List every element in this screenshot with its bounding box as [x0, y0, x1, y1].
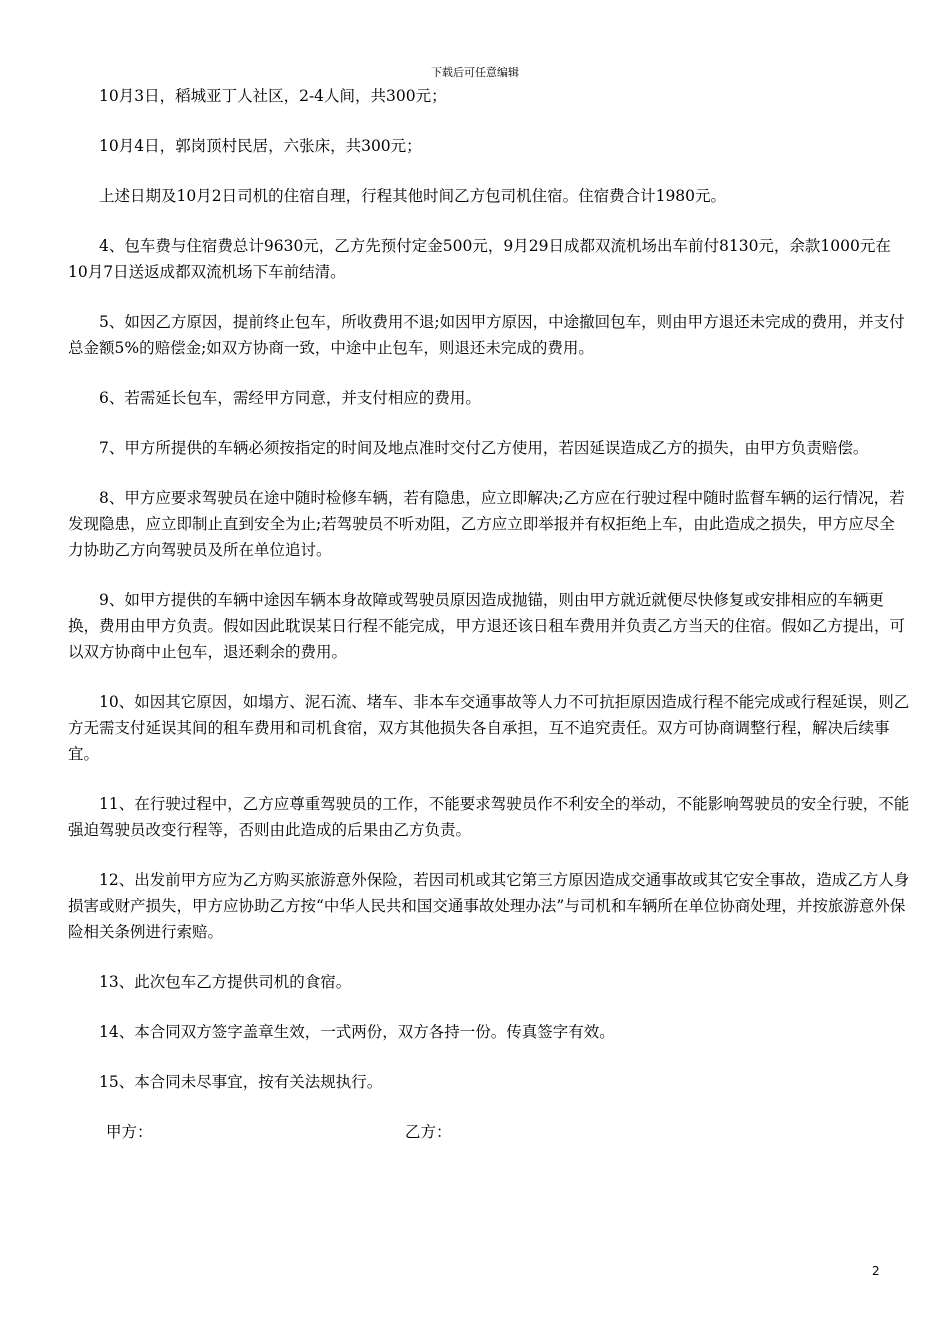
paragraph-lodging-summary: 上述日期及10月2日司机的住宿自理，行程其他时间乙方包司机住宿。住宿费合计1980元。 [99, 187, 727, 205]
clause-15-other-matters: 15、本合同未尽事宜，按有关法规执行。 [99, 1073, 383, 1091]
clause-9-breakdown: 9、如甲方提供的车辆中途因车辆本身故障或驾驶员原因造成抛锚，则由甲方就近就便尽快修复或安排相应的车辆更换，费用由甲方负责。假如因此耽误某日行程不能完成，甲方退还该日租车费用并负责乙方当天的住宿。假如乙方提出，可以双方协商中止包车，退还剩余的费用。 [68, 591, 906, 661]
clause-5-termination: 5、如因乙方原因，提前终止包车，所收费用不退;如因甲方原因，中途撤回包车，则由甲方退还未完成的费用，并支付总金额5%的赔偿金;如双方协商一致，中途中止包车，则退还未完成的费用。 [68, 313, 905, 357]
clause-11-conduct: 11、在行驶过程中，乙方应尊重驾驶员的工作，不能要求驾驶员作不利安全的举动，不能影响驾驶员的安全行驶，不能强迫驾驶员改变行程等，否则由此造成的后果由乙方负责。 [68, 795, 910, 839]
document-body [68, 83, 910, 1145]
party-b-signature-label: 乙方： [405, 1123, 452, 1141]
signature-block [68, 1119, 910, 1145]
page-number: 2 [872, 1264, 880, 1278]
clause-14-effectiveness: 14、本合同双方签字盖章生效，一式两份，双方各持一份。传真签字有效。 [99, 1023, 615, 1041]
clause-7-delivery: 7、甲方所提供的车辆必须按指定的时间及地点准时交付乙方使用，若因延误造成乙方的损失，由甲方负责赔偿。 [99, 439, 869, 457]
clause-12-insurance: 12、出发前甲方应为乙方购买旅游意外保险，若因司机或其它第三方原因造成交通事故或其它安全事故，造成乙方人身损害或财产损失，甲方应协助乙方按“中华人民共和国交通事故处理办法”与司机和车辆所在单位协商处理，并按旅游意外保险相关条例进行索赔。 [68, 871, 910, 941]
clause-6-extension: 6、若需延长包车，需经甲方同意，并支付相应的费用。 [99, 389, 481, 407]
paragraph-lodging-oct3: 10月3日，稻城亚丁人社区，2-4人间，共300元； [99, 87, 447, 105]
header-note: 下载后可任意编辑 [431, 66, 519, 79]
paragraph-lodging-oct4: 10月4日，郭岗顶村民居，六张床，共300元； [99, 137, 422, 155]
clause-13-driver-board: 13、此次包车乙方提供司机的食宿。 [99, 973, 352, 991]
clause-8-inspection: 8、甲方应要求驾驶员在途中随时检修车辆，若有隐患，应立即解决;乙方应在行驶过程中随时监督车辆的运行情况，若发现隐患，应立即制止直到安全为止;若驾驶员不听劝阻，乙方应立即举报并有权拒绝上车，由此造成之损失，甲方应尽全力协助乙方向驾驶员及所在单位追讨。 [68, 489, 905, 559]
party-a-signature-label: 甲方： [106, 1123, 153, 1141]
clause-4-payment: 4、包车费与住宿费总计9630元，乙方先预付定金500元，9月29日成都双流机场出车前付8130元，余款1000元在10月7日送返成都双流机场下车前结清。 [68, 237, 891, 281]
clause-10-force-majeure: 10、如因其它原因，如塌方、泥石流、堵车、非本车交通事故等人力不可抗拒原因造成行程不能完成或行程延误，则乙方无需支付延误其间的租车费用和司机食宿，双方其他损失各自承担，互不追究责任。双方可协商调整行程，解决后续事宜。 [68, 693, 910, 763]
